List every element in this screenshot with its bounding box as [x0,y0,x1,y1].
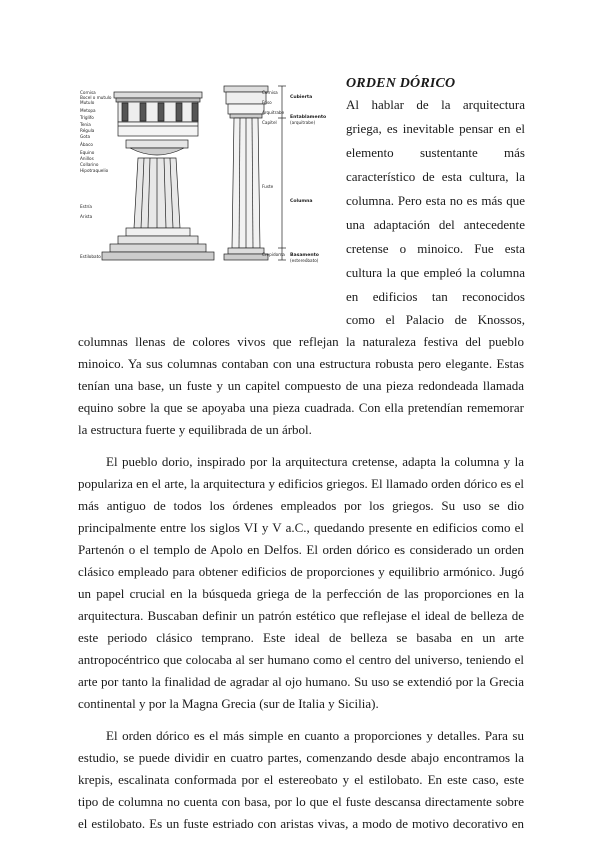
label-basamento: Basamento [290,253,319,258]
label-gota: Gota [80,134,91,139]
label-arquitrabe-note: (arquitrabe) [290,120,316,125]
paragraph-line: un papel crucial en la búsqueda griega de la perfección de las proporciones en la [78,586,524,601]
side-line: como el Palacio de Knossos, [346,312,525,327]
paragraph-line: arquitectura. Buscaban definir un patrón estético que reflejase el ideal de belleza de [78,608,524,623]
label-columna: Columna [290,199,313,204]
section-title: ORDEN DÓRICO [346,76,456,91]
paragraph-line: populariza en el arte, la arquitectura y edificios griegos. El llamado orden dórico es el [78,476,524,491]
side-line: característico de esta cultura, la [346,169,525,184]
label-hipotraquelio: Hipotraquelio [80,168,109,173]
paragraph-line: El pueblo dorio, inspirado por la arquitectura cretense, adapta la columna y la [106,454,524,469]
label-estilobato: Estilobato [80,254,101,259]
label-mid-cornisa: Cornisa [262,90,278,95]
label-cubierta: Cubierta [290,95,313,100]
paragraph-line: columnas llenas de colores vivos que reflejan la naturaleza festiva del pueblo [78,334,524,349]
paragraph-line: tipo de columna no cuenta con basa, por lo que el fuste descansa directamente sobre [78,794,524,809]
label-mid-friso: Friso [262,100,272,105]
paragraph-line: clásico empleado para obtener edificios de proporciones y equilibrio armónico. Jugó [78,564,524,579]
diagram-left-labels [79,90,112,259]
side-line: en edificios tan reconocidos [346,289,525,304]
side-line: griega, es inevitable pensar en el [346,121,525,136]
side-line: cretense o minoico. Fue esta [346,241,525,256]
side-line: columna. Pero esta no es más que [346,193,525,208]
side-line: elemento sustentante más [346,145,525,160]
paragraph-line: continental y por la Magna Grecia (sur de Italia y Sicilia). [78,696,379,711]
paragraph-line: equino sobre la que se apoyaba una pieza cuadrada. Con ella pretendían rememorar [78,400,524,415]
paragraph-line: tenían una base, un fuste y un capitel compuesto de una pieza redondeada llamada [78,378,524,393]
label-mutulo: Mutulo [80,100,95,105]
label-abaco: Ábaco [80,142,93,147]
paragraph-line: antropocéntrico que colocaba al ser humano como el centro del universo, teniendo el [78,652,524,667]
label-triglifo: Tríglifo [80,115,94,120]
paragraph-line: principalmente entre los siglos VI y V a.C., quedando presente en edificios como el [78,520,524,535]
side-line: Al hablar de la arquitectura [346,97,525,112]
label-mid-capitel: Capitel [262,120,277,125]
label-estria: Estría [80,204,92,209]
paragraph-line: krepis, escalinata conformada por el estereobato y el estilobato. En este caso, este [78,772,524,787]
paragraph-line: este periodo clásico temprano. Este ideal de belleza se basaba en un arte [78,630,524,645]
doric-order-illustration [78,78,334,278]
side-line: una adaptación del antecedente [346,217,525,232]
label-collarino: Collarino [80,162,99,167]
paragraph-line: estudio, se puede dividir en cuatro partes, comenzando desde abajo encontramos la [78,750,524,765]
label-bocel: Bocel o mutulo [80,95,112,100]
paragraph-line: minoico. Ya sus columnas contaban con una estructura robusta pero elegante. Estas [78,356,524,371]
diagram-right-labels [290,94,326,263]
paragraph-line: El orden dórico es el más simple en cuanto a proporciones y detalles. Para su [106,728,524,743]
doric-order-diagram [78,78,334,278]
label-regula: Régula [80,128,95,133]
paragraph-line: el estilobato. Es un fuste estriado con aristas vivas, a modo de motivo decorativo en [78,816,524,831]
label-cornisa: Cornisa [80,90,96,95]
label-entablamento: Entablamento [290,115,327,120]
paragraph-line: la estructura fuerte y equilibrada de un árbol. [78,422,312,437]
label-anillos: Anillos [80,156,94,161]
label-metopa: Metopa [80,108,96,113]
side-line: cultura la que empleó la columna [346,265,525,280]
paragraph-line: Partenón o el templo de Apolo en Delfos. El orden dórico es considerado un orden [78,542,524,557]
label-mid-crepidoma: Crepidoma [262,252,285,257]
paragraph-line: más antiguo de todos los órdenes empleados por los griegos. Su uso se dio [78,498,524,513]
label-mid-fuste: Fuste [262,184,274,189]
label-tenia: Tenia [80,122,91,127]
label-arista: Arista [80,214,93,219]
label-mid-arquitrabe: Arquitrabe [262,110,285,115]
label-equino: Equino [80,150,95,155]
paragraph-line: arte por tanto la finalidad de agradar al ojo humano. Su uso se extendió por la Grecia [78,674,524,689]
label-estereobato-note: (estereóbato) [290,258,319,263]
